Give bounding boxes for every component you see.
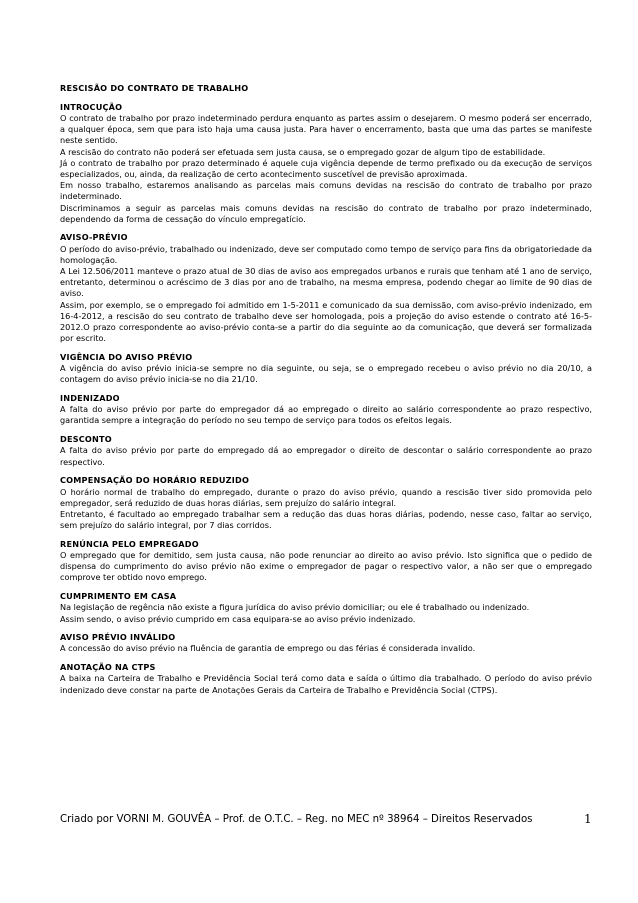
section-heading: ANOTAÇÃO NA CTPS [60,662,156,673]
paragraph: Entretanto, é facultado ao empregado trabalhar sem a redução das duas horas diárias, podendo, nesse caso, faltar ao serviço, sem prejuízo do salário integral, por 7 dias corridos. [60,508,592,531]
section-heading: INTROCUÇÃO [60,101,123,112]
footer-credits: Criado por VORNI M. GOUVÊA – Prof. de O.T.C. – Reg. no MEC nº 38964 – Direitos Reservados [60,814,533,825]
paragraph: A concessão do aviso prévio na fluência de garantia de emprego ou das férias é considerada invalido. [60,643,476,654]
section-heading: AVISO PRÉVIO INVÁLIDO [60,632,176,643]
paragraph: A Lei 12.506/2011 manteve o prazo atual de 30 dias de aviso aos empregados urbanos e rurais que tenham até 1 ano de serviço, entretanto, determinou o acréscimo de 3 dias por ano de trabalho, na mesma empresa, podendo chegar ao limite de 90 dias de aviso. [60,266,592,299]
paragraph: Discriminamos a seguir as parcelas mais comuns devidas na rescisão do contrato de trabalho por prazo indeterminado, dependendo da forma de cessação do vínculo empregatício. [60,202,592,224]
paragraph: A falta do aviso prévio por parte do empregador dá ao empregado o direito ao salário correspondente ao prazo respectivo, garantida sempre a integração do período no seu tempo de serviço para todos os efeitos legais. [60,404,592,426]
paragraph: Na legislação de regência não existe a figura jurídica do aviso prévio domiciliar; ou ele é trabalhado ou indenizado. [60,602,530,613]
document-body [60,83,592,696]
paragraph: O período do aviso-prévio, trabalhado ou indenizado, deve ser computado como tempo de serviço para fins da obrigatoriedade da homologação. [60,243,592,265]
section-cumprimento [60,591,592,625]
paragraph: Já o contrato de trabalho por prazo determinado é aquele cuja vigência depende de termo prefixado ou da execução de serviços especializados, ou, ainda, da realização de certo acontecimento suscetível de previsão aproximada. [60,157,592,179]
section-indenizado [60,393,592,427]
section-aviso-invalido [60,632,592,654]
section-desconto [60,434,592,468]
section-heading: AVISO-PRÉVIO [60,232,128,243]
section-vigencia [60,352,592,386]
section-heading: RENÚNCIA PELO EMPREGADO [60,538,199,549]
paragraph: Em nosso trabalho, estaremos analisando as parcelas mais comuns devidas na rescisão do contrato de trabalho por prazo indeterminado. [60,180,592,202]
section-heading: DESCONTO [60,434,112,445]
paragraph: Assim sendo, o aviso prévio cumprido em casa equipara-se ao aviso prévio indenizado. [60,613,416,624]
paragraph: Assim, por exemplo, se o empregado foi admitido em 1-5-2011 e comunicado da sua demissão, com aviso-prévio indenizado, em 16-4-2012, a rescisão do seu contrato de trabalho deve ser homologada, pois a projeção do aviso estende o contrato até 16-5-2012.O prazo correspondente ao aviso-prévio conta-se a partir do dia seguinte ao da comunicação, que deverá ser formalizada por escrito. [60,299,592,344]
paragraph: O horário normal de trabalho do empregado, durante o prazo do aviso prévio, quando a rescisão tiver sido promovida pelo empregador, será reduzido de duas horas diárias, sem prejuízo do salário integral. [60,486,592,508]
section-aviso-previo [60,232,592,344]
paragraph: O contrato de trabalho por prazo indeterminado perdura enquanto as partes assim o desejarem. O mesmo poderá ser encerrado, a qualquer época, sem que para isto haja uma causa justa. Para haver o encerramento, basta que uma das partes se manifeste neste sentido. [60,112,592,146]
section-compensacao [60,475,592,531]
section-heading: INDENIZADO [60,393,120,404]
paragraph: A rescisão do contrato não poderá ser efetuada sem justa causa, se o empregado gozar de algum tipo de estabilidade. [60,146,546,157]
section-anotacao [60,662,592,696]
document-title: RESCISÃO DO CONTRATO DE TRABALHO [60,83,249,93]
paragraph: A falta do aviso prévio por parte do empregado dá ao empregador o direito de descontar o salário correspondente ao prazo respectivo. [60,445,592,467]
section-heading: VIGÊNCIA DO AVISO PRÉVIO [60,351,193,362]
paragraph: A vigência do aviso prévio inicia-se sempre no dia seguinte, ou seja, se o empregado recebeu o aviso prévio no dia 20/10, a contagem do aviso prévio inicia-se no dia 21/10. [60,363,592,385]
section-heading: COMPENSAÇÃO DO HORÁRIO REDUZIDO [60,475,250,486]
section-renuncia [60,539,592,584]
page-number: 1 [584,812,592,826]
paragraph: O empregado que for demitido, sem justa causa, não pode renunciar ao direito ao aviso prévio. Isto significa que o pedido de dispensa do cumprimento do aviso prévio não exime o empregador de pagar o respectivo valor, a não ser que o empregado comprove ter obtido novo emprego. [60,550,592,583]
section-introducao [60,102,592,225]
paragraph: A baixa na Carteira de Trabalho e Previdência Social terá como data e saída o último dia trabalhado. O período do aviso prévio indenizado deve constar na parte de Anotações Gerais da Carteira de Trabalho e Previdência Social (CTPS). [60,673,592,695]
section-heading: CUMPRIMENTO EM CASA [60,591,177,602]
